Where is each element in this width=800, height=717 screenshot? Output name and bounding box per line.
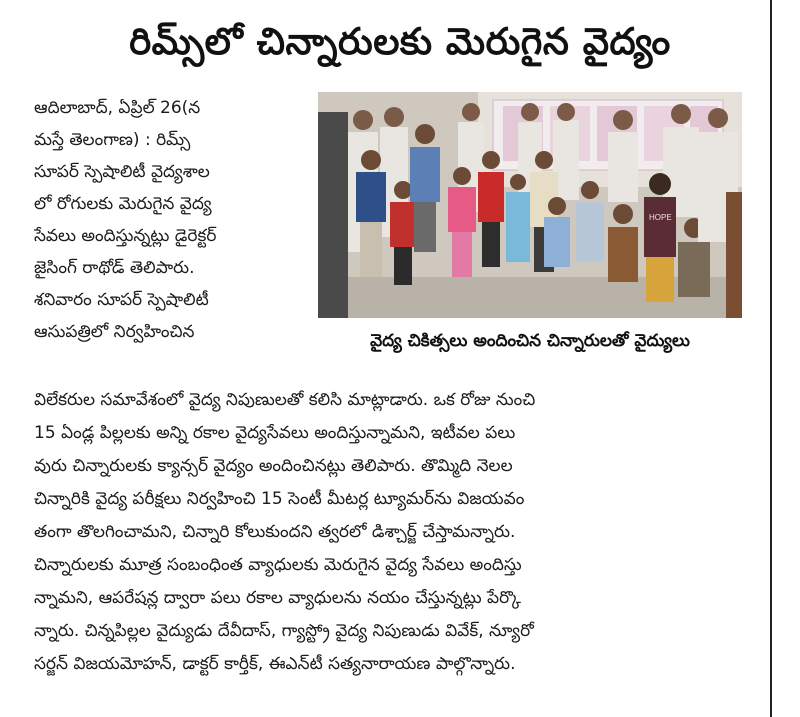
- text-line: చిన్నారికి వైద్య పరీక్షలు నిర్వహించి 15 సెంటీ మీటర్ల ట్యూమర్‌ను విజయవం: [34, 489, 525, 509]
- text-line: సేవలు అందిస్తున్నట్లు డైరెక్టర్: [34, 226, 217, 246]
- shirt-text: HOPE: [649, 213, 672, 222]
- text-line: శనివారం సూపర్ స్పెషాలిటీ: [34, 290, 209, 310]
- text-line: లో రోగులకు మెరుగైన వైద్య: [34, 194, 212, 214]
- text-line: చిన్నారులకు మూత్ర సంబంధింత వ్యాధులకు మెరుగైన వైద్య సేవలు అందిస్తు: [34, 555, 522, 575]
- column-divider: [770, 0, 772, 717]
- text-line: న్నామని, ఆపరేషన్ల ద్వారా పలు రకాల వ్యాధులను నయం చేస్తున్నట్లు పేర్కొ: [34, 588, 521, 608]
- article-wide-text: [34, 384, 759, 681]
- article-column-text: [34, 92, 310, 348]
- text-line: జైసింగ్ రాథోడ్ తెలిపారు.: [34, 258, 195, 278]
- news-photo: [318, 92, 742, 318]
- headline: రిమ్స్‌లో చిన్నారులకు మెరుగైన వైద్యం: [129, 20, 671, 63]
- text-line: తంగా తొలగించామని, చిన్నారి కోలుకుందని త్వరలో డిశ్చార్జ్ చేస్తామన్నారు.: [34, 522, 516, 542]
- text-line: విలేకరుల సమావేశంలో వైద్య నిపుణులతో కలిసి మాట్లాడారు. ఒక రోజు నుంచి: [34, 390, 536, 410]
- text-line: ఆసుపత్రిలో నిర్వహించిన: [34, 322, 195, 342]
- text-line: ఆదిలాబాద్, ఏప్రిల్ 26(న: [34, 98, 201, 118]
- text-line: వురు చిన్నారులకు క్యాన్సర్ వైద్యం అందించినట్లు తెలిపారు. తొమ్మిది నెలల: [34, 456, 513, 476]
- text-line: మస్తే తెలంగాణ) : రిమ్స్: [34, 130, 191, 150]
- text-line: సూపర్ స్పెషాలిటీ వైద్యశాల: [34, 162, 210, 182]
- text-line: సర్జన్ విజయమోహన్, డాక్టర్ కార్తీక్, ఈఎన్‌టీ సత్యనారాయణ పాల్గొన్నారు.: [34, 654, 516, 674]
- photo-illustration: [318, 92, 742, 318]
- text-line: న్నారు. చిన్నపిల్లల వైద్యుడు దేవీదాస్, గ్యాస్ట్రో వైద్య నిపుణుడు వివేక్, న్యూరో: [34, 621, 534, 641]
- text-line: 15 ఏండ్ల పిల్లలకు అన్ని రకాల వైద్యసేవలు అందిస్తున్నామని, ఇటీవల పలు: [34, 423, 516, 443]
- photo-caption: వైద్య చికిత్సలు అందించిన చిన్నారులతో వైద్యులు: [370, 331, 690, 351]
